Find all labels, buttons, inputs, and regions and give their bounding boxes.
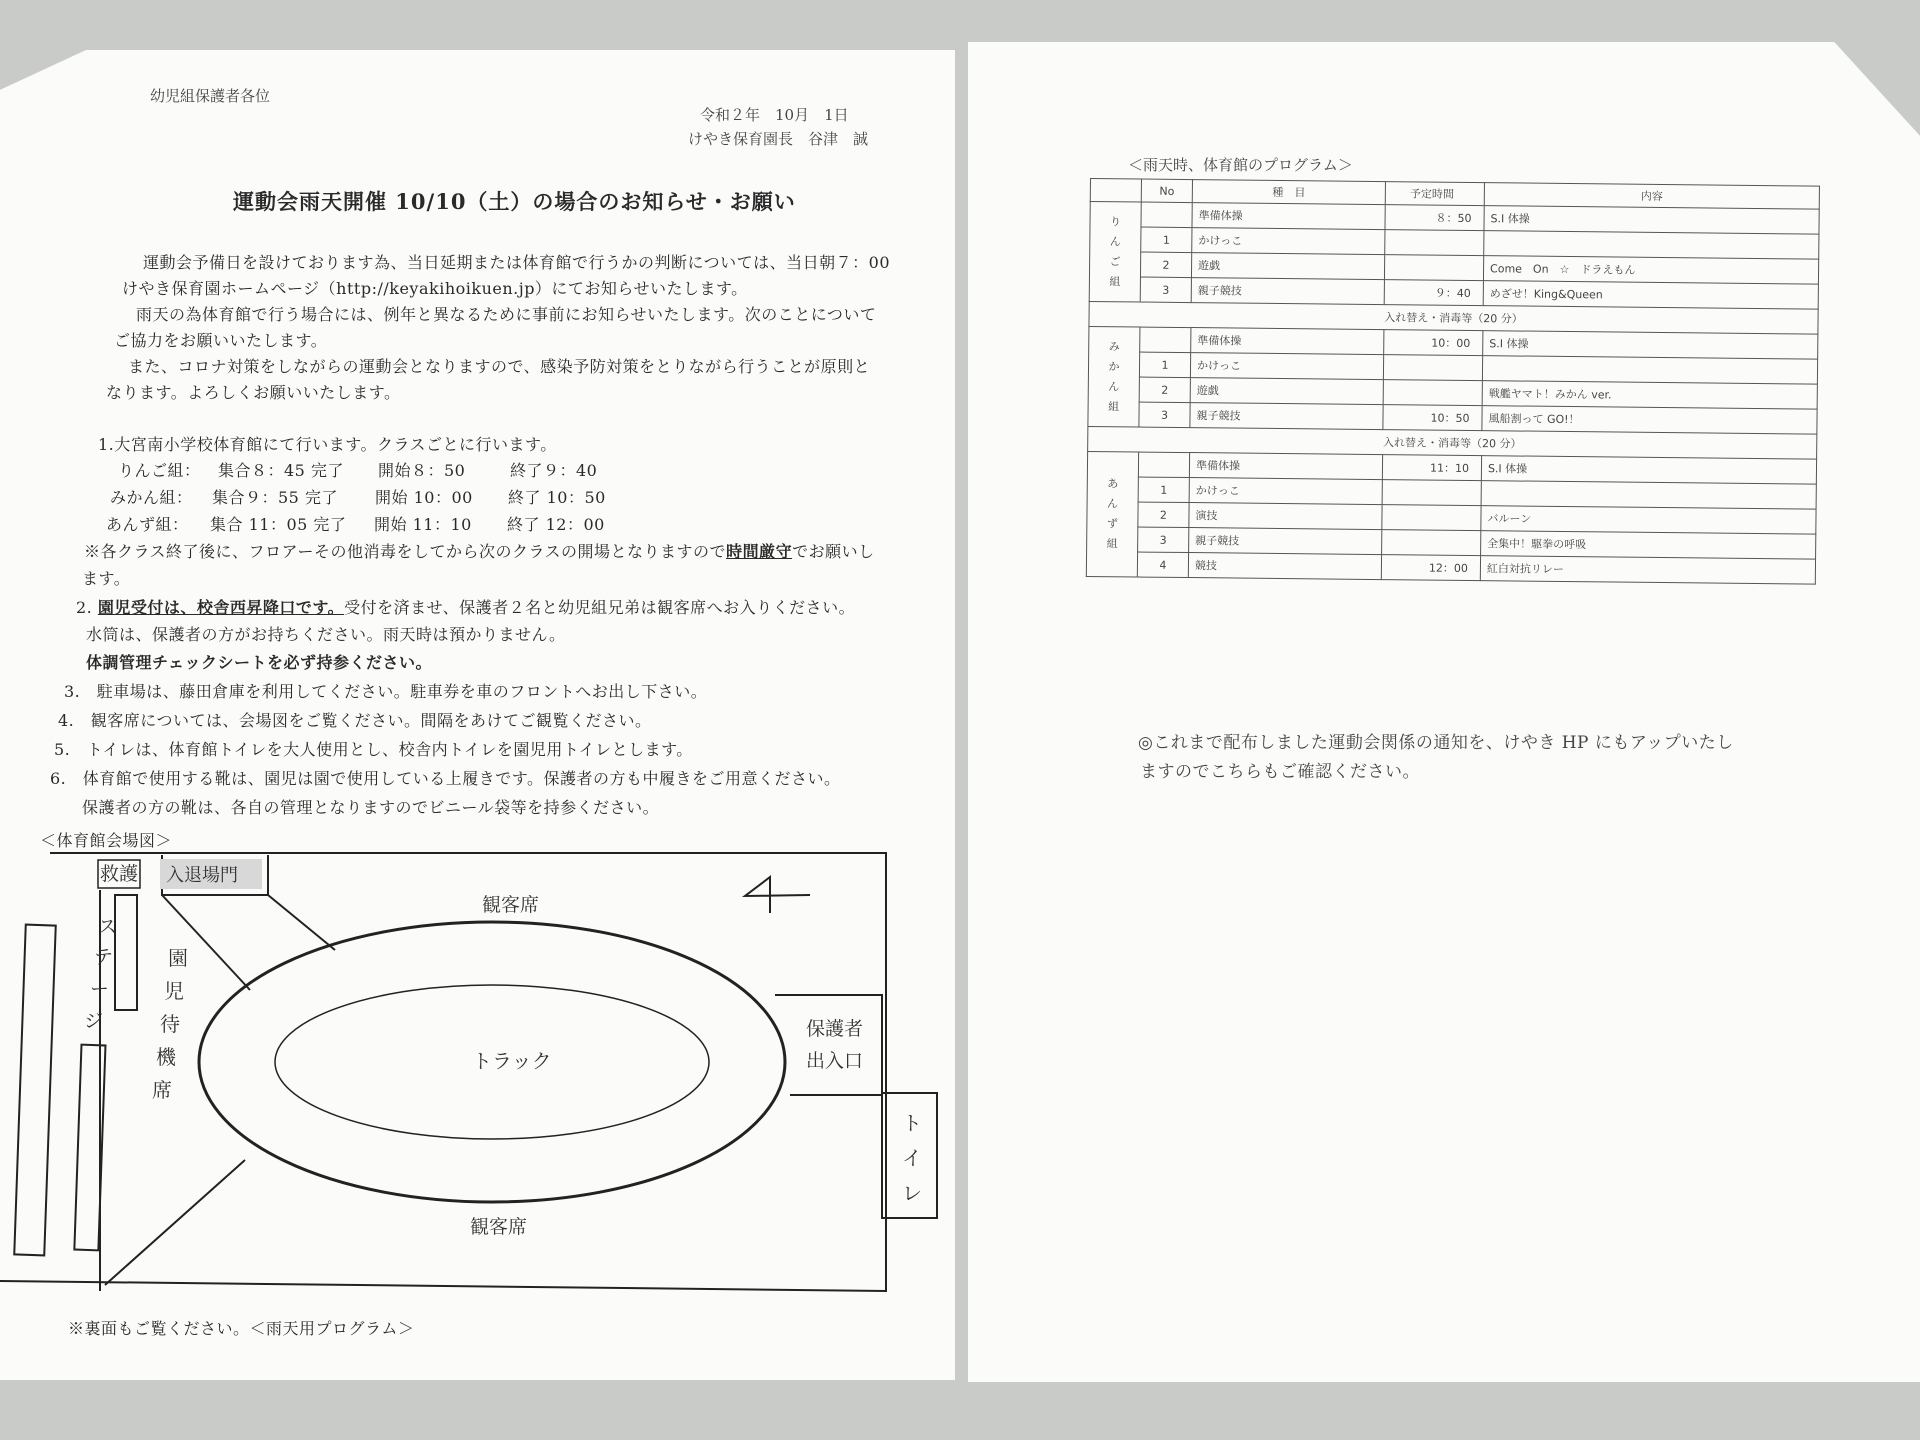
time-cell: 11：10 — [1382, 455, 1481, 481]
track-label: トラック — [472, 1049, 552, 1073]
program-table — [1086, 178, 1820, 585]
row-number: 4 — [1137, 552, 1188, 578]
row-number: 3 — [1140, 277, 1191, 303]
notice-title: 運動会雨天開催 10/10（土）の場合のお知らせ・お願い — [233, 189, 796, 214]
content-cell: S.I 体操 — [1484, 206, 1819, 235]
entrance-gate-label: 入退場門 — [166, 865, 238, 886]
note-1-tail: でお願いし — [792, 542, 875, 561]
column-header: 種 目 — [1192, 180, 1385, 205]
group-label-char: ん — [1107, 497, 1119, 511]
event-cell: 準備体操 — [1191, 328, 1384, 355]
seats-bottom-label: 観客席 — [470, 1216, 528, 1238]
waiting-area-label: 機 — [156, 1045, 176, 1069]
stage-label: ス — [98, 916, 118, 938]
group-header — [1090, 179, 1141, 203]
event-cell: 演技 — [1189, 503, 1382, 530]
waiting-area-label: 児 — [164, 979, 184, 1003]
group-label — [1088, 326, 1140, 427]
time-cell: ９：40 — [1384, 280, 1483, 306]
class-name: あんず組： — [106, 515, 189, 534]
column-header: No — [1141, 179, 1192, 203]
row-number — [1138, 452, 1189, 478]
break-label: 入れ替え・消毒等（20 分） — [1088, 426, 1817, 459]
time-cell: 12：00 — [1381, 555, 1480, 581]
item-4: 4. 観客席については、会場図をご覧ください。間隔をあけてご観覧ください。 — [58, 711, 652, 730]
end-time: 終了 12：00 — [507, 515, 605, 534]
content-cell: 紅白対抗リレー — [1480, 556, 1815, 585]
time-cell — [1384, 255, 1483, 281]
event-cell: 親子競技 — [1190, 403, 1383, 430]
class-name: みかん組： — [110, 488, 193, 507]
content-cell — [1482, 356, 1817, 385]
program-heading: ＜雨天時、体育館のプログラム＞ — [1128, 156, 1353, 174]
program-note-line: ますのでこちらもご確認ください。 — [1140, 762, 1420, 782]
event-cell: 遊戯 — [1191, 253, 1384, 280]
event-cell: 準備体操 — [1192, 203, 1385, 230]
row-number: 2 — [1139, 377, 1190, 403]
event-cell: 準備体操 — [1189, 453, 1382, 480]
item-6: 6. 体育館で使用する靴は、園児は園で使用している上履きです。保護者の方も中履きをご用意ください。 — [50, 769, 841, 788]
group-label-char: 組 — [1108, 399, 1120, 413]
event-cell: 競技 — [1188, 553, 1381, 580]
class-name: りんご組： — [118, 461, 201, 480]
time-cell — [1385, 230, 1484, 256]
group-label-char: ず — [1106, 517, 1118, 531]
group-label-char: り — [1109, 214, 1122, 228]
event-cell: かけっこ — [1192, 228, 1385, 255]
event-cell: かけっこ — [1189, 478, 1382, 505]
time-cell: 10：50 — [1383, 405, 1482, 431]
time-cell — [1383, 355, 1482, 381]
column-header: 予定時間 — [1385, 182, 1484, 206]
stage-label: テ — [94, 946, 114, 968]
group-label — [1089, 202, 1141, 303]
content-cell — [1484, 231, 1819, 260]
group-label — [1086, 451, 1138, 577]
parent-entrance-frame — [775, 995, 882, 1095]
item-2-number: 2. — [76, 598, 93, 617]
start-time: 開始 10：00 — [375, 488, 473, 507]
venue-map — [0, 795, 960, 1305]
group-label-char: か — [1108, 359, 1120, 373]
gather-time: 集合９：55 完了 — [212, 488, 338, 507]
map-line — [268, 895, 335, 950]
content-cell: Come On ☆ ドラえもん — [1483, 256, 1818, 285]
first-aid-label: 救護 — [100, 863, 139, 885]
content-cell: 風船割って GO!！ — [1482, 406, 1817, 435]
notice-sender: けやき保育園長 谷津 誠 — [688, 130, 869, 148]
note-1 — [84, 539, 875, 565]
group-label-char: ん — [1109, 234, 1121, 248]
content-cell: バルーン — [1481, 506, 1816, 535]
intro-line: なります。よろしくお願いいたします。 — [106, 383, 401, 402]
start-time: 開始 11：10 — [374, 515, 472, 534]
row-number: 1 — [1141, 227, 1192, 253]
start-time: 開始８：50 — [378, 461, 466, 480]
stage-bar — [14, 925, 55, 1256]
intro-line: また、コロナ対策をしながらの運動会となりますので、感染予防対策をとりながら行うことが原則と — [128, 357, 871, 376]
waiting-area-label: 待 — [160, 1012, 180, 1036]
footer-note: ※裏面もご覧ください。＜雨天用プログラム＞ — [68, 1319, 415, 1338]
map-outline — [0, 853, 886, 1291]
break-label: 入れ替え・消毒等（20 分） — [1089, 301, 1818, 334]
group-label-char: ご — [1109, 254, 1121, 268]
column-header: 内容 — [1484, 183, 1819, 210]
program-note-line: ◎これまで配布しました運動会関係の通知を、けやき HP にもアップいたし — [1138, 733, 1734, 753]
map-line — [105, 1160, 245, 1285]
content-cell — [1481, 481, 1816, 510]
row-number: 3 — [1139, 402, 1190, 428]
toilet-label: レ — [902, 1181, 922, 1205]
gather-time: 集合 11：05 完了 — [210, 515, 347, 534]
event-cell: かけっこ — [1190, 353, 1383, 380]
waiting-area-label: 席 — [152, 1078, 172, 1102]
program-body — [1086, 202, 1819, 585]
item-2-water: 水筒は、保護者の方がお持ちください。雨天時は預かりません。 — [86, 625, 566, 644]
item-2 — [76, 595, 855, 621]
parent-entrance-label: 保護者 — [806, 1018, 864, 1040]
content-cell: 戦艦ヤマト！みかん ver. — [1482, 381, 1817, 410]
intro-line: ご協力をお願いいたします。 — [114, 331, 328, 350]
time-cell — [1382, 480, 1481, 506]
item-2-health-check: 体調管理チェックシートを必ず持参ください。 — [86, 653, 433, 672]
item-3: 3. 駐車場は、藤田倉庫を利用してください。駐車券を車のフロントへお出し下さい。 — [64, 682, 708, 701]
note-1-emphasis: 時間厳守 — [726, 542, 793, 561]
row-number: 2 — [1138, 502, 1189, 528]
note-1-continued: ます。 — [82, 569, 131, 588]
row-number: 1 — [1139, 352, 1190, 378]
row-number: 1 — [1138, 477, 1189, 503]
stage-label: ジ — [84, 1010, 104, 1032]
time-cell: ８：50 — [1385, 205, 1484, 231]
time-cell: 10：00 — [1384, 330, 1483, 356]
seats-top-label: 観客席 — [482, 894, 540, 916]
content-cell: 全集中！駆拳の呼吸 — [1481, 531, 1816, 560]
event-cell: 遊戯 — [1190, 378, 1383, 405]
addressee: 幼児組保護者各位 — [150, 87, 271, 105]
item-2-emphasis: 園児受付は、校舎西昇降口です。 — [97, 598, 345, 617]
row-number — [1141, 202, 1192, 228]
time-cell — [1382, 505, 1481, 531]
waiting-area-label: 園 — [168, 946, 188, 970]
content-cell: S.I 体操 — [1483, 331, 1818, 360]
notice-date: 令和２年 10月 1日 — [700, 106, 849, 124]
map-heading: ＜体育館会場図＞ — [40, 831, 173, 850]
north-arrow — [745, 877, 810, 913]
item-6-shoes: 保護者の方の靴は、各自の管理となりますのでビニール袋等を持参ください。 — [82, 798, 660, 817]
map-line — [162, 895, 250, 990]
content-cell: めざせ！King&Queen — [1483, 281, 1818, 310]
intro-line: 運動会予備日を設けております為、当日延期または体育館で行うかの判断については、当日朝７：00 — [143, 253, 891, 272]
stage-bar — [115, 895, 137, 1010]
item-5: 5. トイレは、体育館トイレを大人使用とし、校舎内トイレを園児用トイレとします。 — [54, 740, 693, 759]
item-2-text: 受付を済ませ、保護者２名と幼児組兄弟は観客席へお入りください。 — [344, 598, 856, 617]
gather-time: 集合８：45 完了 — [218, 461, 344, 480]
group-label-char: ん — [1108, 379, 1120, 393]
toilet-label: ト — [902, 1111, 922, 1135]
note-1-text: ※各クラス終了後に、フロアーその他消毒をしてから次のクラスの開場となりますので — [84, 542, 727, 561]
group-label-char: あ — [1107, 477, 1119, 491]
row-number: 3 — [1138, 527, 1189, 553]
intro-line: 雨天の為体育館で行う場合には、例年と異なるために事前にお知らせいたします。次のことについて — [136, 305, 877, 324]
item-1: 1.大宮南小学校体育館にて行います。クラスごとに行います。 — [98, 435, 557, 454]
event-cell: 親子競技 — [1189, 528, 1382, 555]
intro-line: けやき保育園ホームページ（http://keyakihoikuen.jp）にてお知らせいたします。 — [122, 279, 748, 298]
group-label-char: 組 — [1109, 274, 1121, 288]
end-time: 終了９：40 — [510, 461, 598, 480]
end-time: 終了 10：50 — [508, 488, 606, 507]
time-cell — [1382, 530, 1481, 556]
group-label-char: 組 — [1106, 537, 1118, 551]
content-cell: S.I 体操 — [1481, 456, 1816, 485]
event-cell: 親子競技 — [1191, 278, 1384, 305]
row-number — [1140, 327, 1191, 353]
toilet-label: イ — [902, 1146, 922, 1170]
parent-entrance-label: 出入口 — [806, 1050, 864, 1072]
time-cell — [1383, 380, 1482, 406]
stage-label: ー — [90, 978, 110, 1000]
row-number: 2 — [1140, 252, 1191, 278]
group-label-char: み — [1108, 339, 1120, 353]
